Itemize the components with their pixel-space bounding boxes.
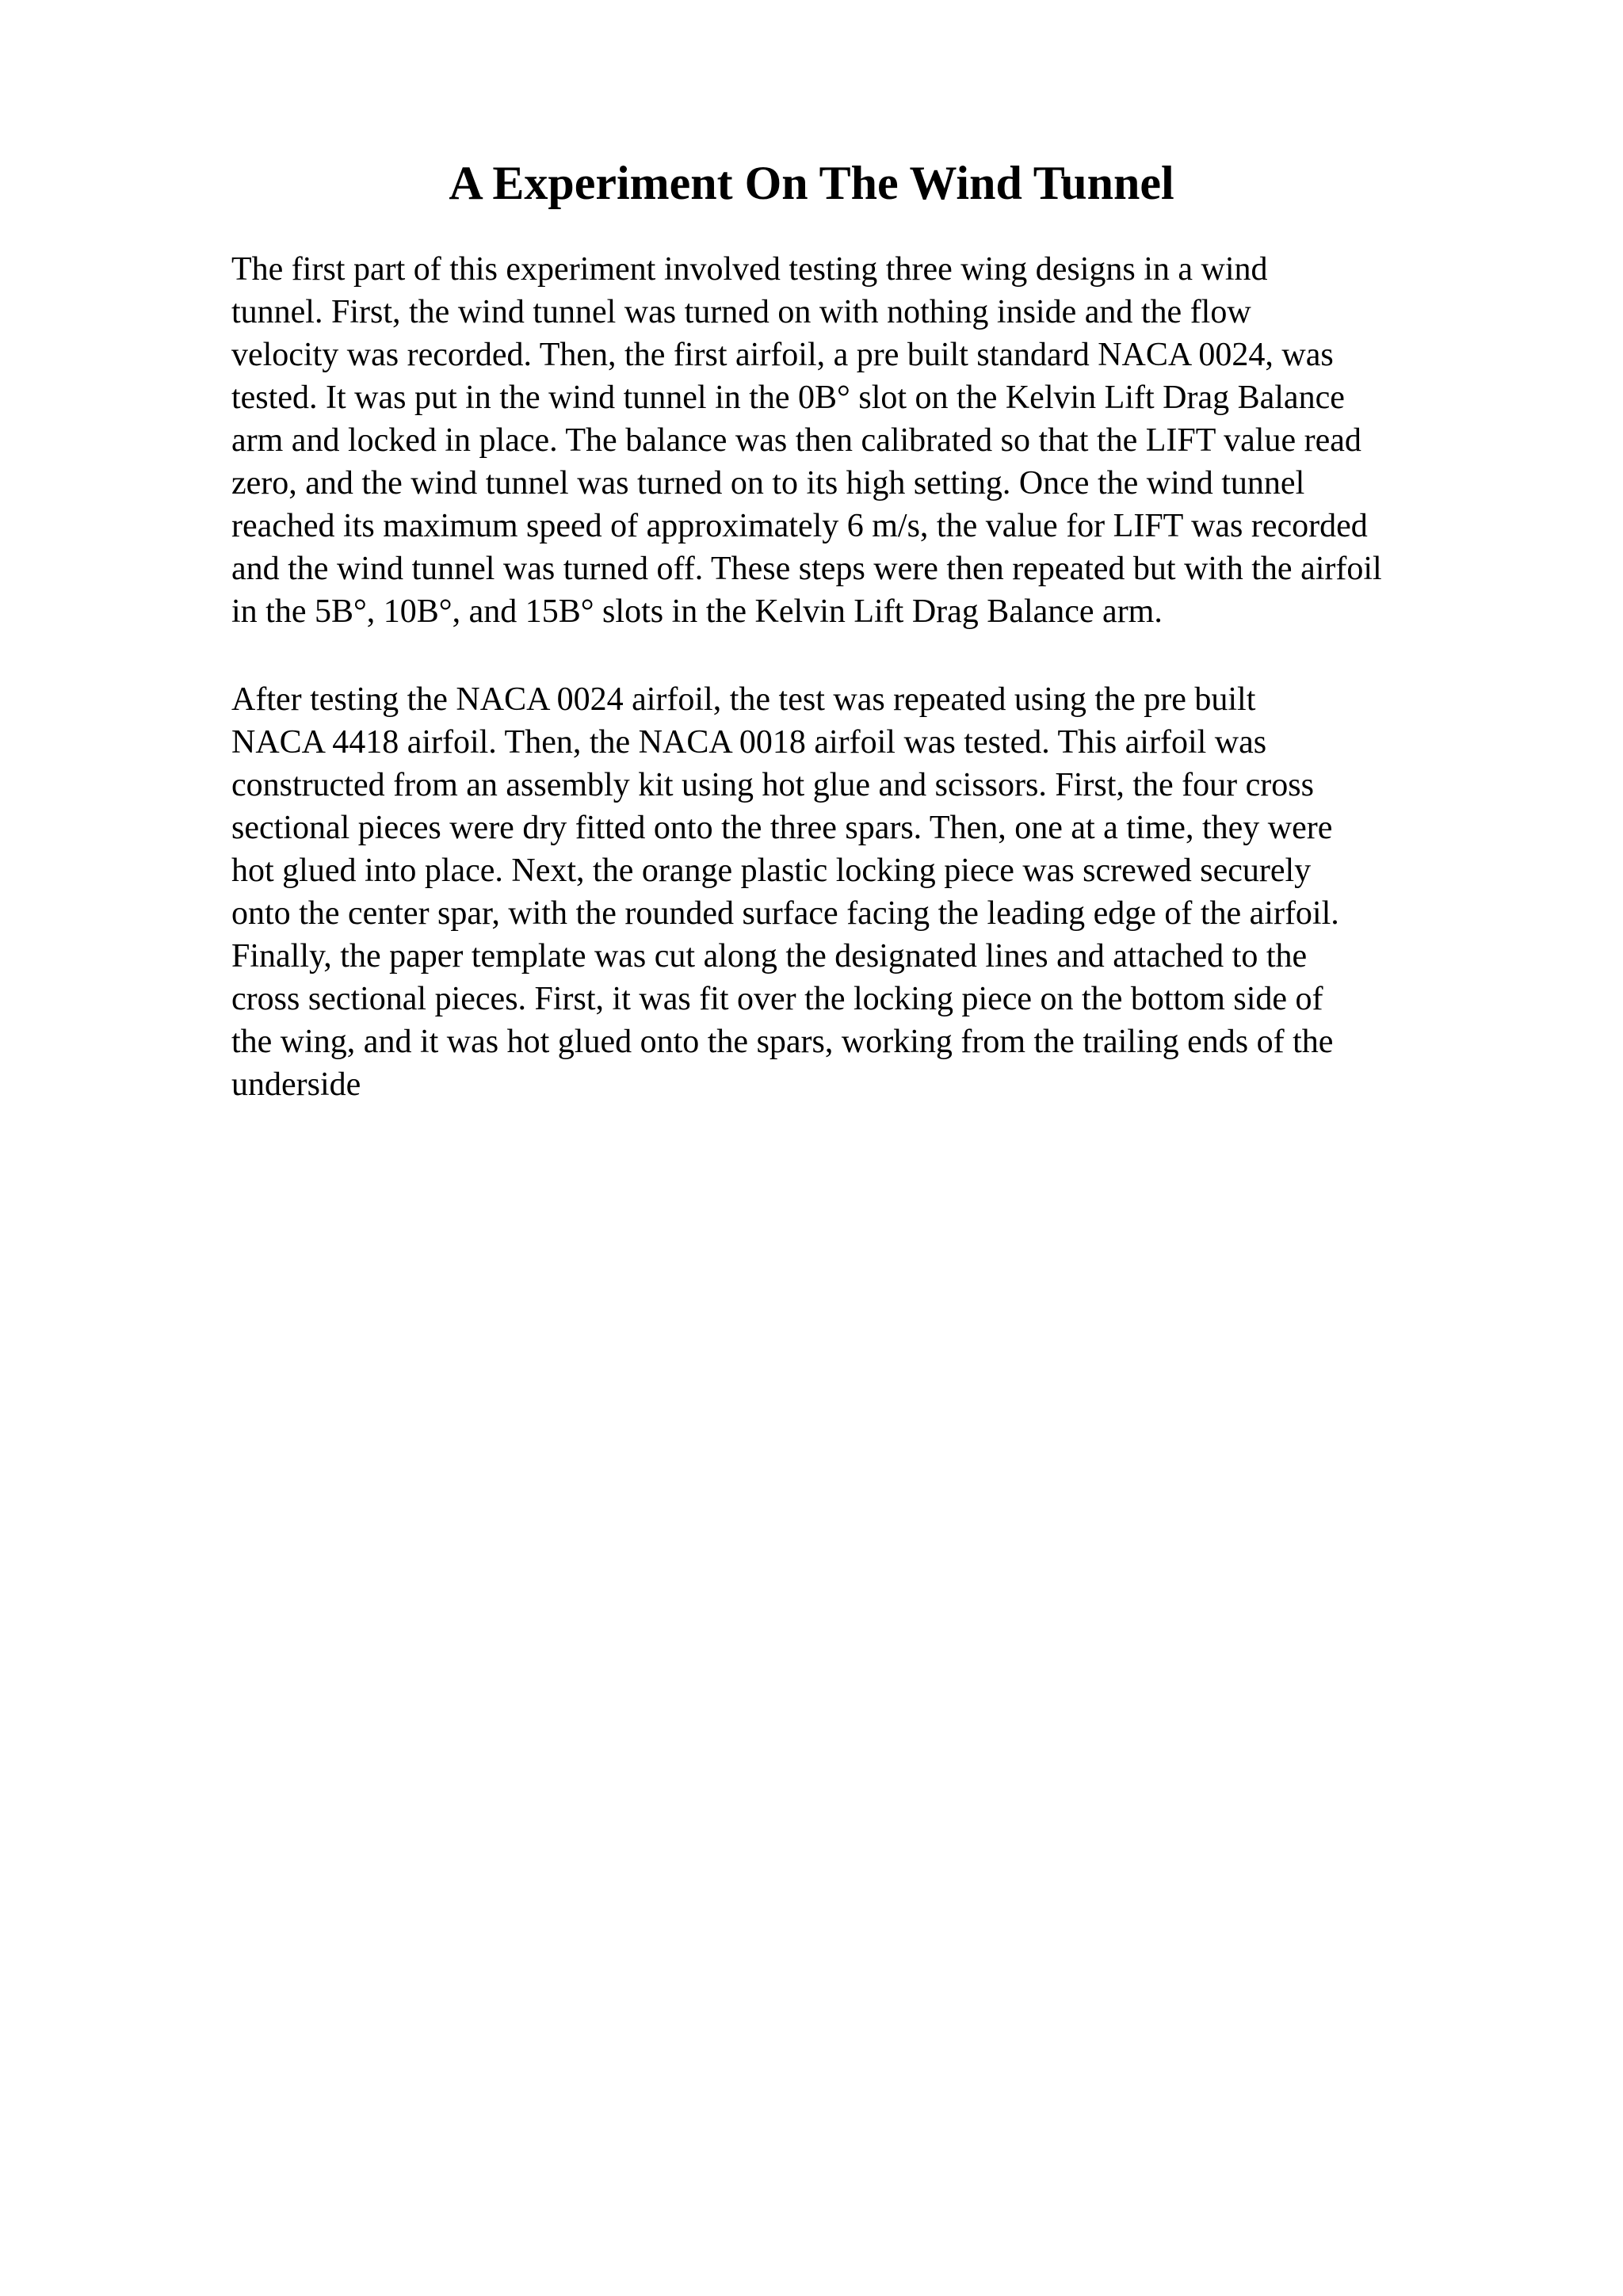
paragraph-line: After testing the NACA 0024 airfoil, the test was repeated using the pre built: [231, 681, 1256, 718]
document-title: A Experiment On The Wind Tunnel: [449, 157, 1174, 209]
paragraph-line: and the wind tunnel was turned off. These steps were then repeated but with the airfoil: [231, 551, 1382, 587]
paragraph-line: cross sectional pieces. First, it was fit over the locking piece on the bottom side of: [231, 981, 1323, 1017]
paragraph-line: arm and locked in place. The balance was then calibrated so that the LIFT value read: [231, 422, 1361, 459]
paragraph-line: zero, and the wind tunnel was turned on to its high setting. Once the wind tunnel: [231, 465, 1305, 502]
paragraph-2: [231, 678, 1547, 1106]
paragraph-line: NACA 4418 airfoil. Then, the NACA 0018 airfoil was tested. This airfoil was: [231, 724, 1267, 761]
paragraph-line: Finally, the paper template was cut along the designated lines and attached to the: [231, 938, 1308, 974]
paragraph-line: constructed from an assembly kit using hot glue and scissors. First, the four cross: [231, 767, 1314, 803]
paragraph-line: the wing, and it was hot glued onto the spars, working from the trailing ends of the: [231, 1024, 1334, 1060]
paragraph-line: The first part of this experiment involved testing three wing designs in a wind: [231, 251, 1268, 288]
paragraph-line: reached its maximum speed of approximately 6 m/s, the value for LIFT was recorded: [231, 508, 1368, 544]
paragraph-line: hot glued into place. Next, the orange plastic locking piece was screwed securely: [231, 852, 1312, 889]
paragraph-line: tunnel. First, the wind tunnel was turned on with nothing inside and the flow: [231, 294, 1251, 330]
paragraph-line: sectional pieces were dry fitted onto the three spars. Then, one at a time, they were: [231, 810, 1333, 846]
paragraph-line: in the 5B°, 10B°, and 15B° slots in the Kelvin Lift Drag Balance arm.: [231, 593, 1163, 630]
paragraph-1: [231, 248, 1547, 633]
paragraph-line: velocity was recorded. Then, the first airfoil, a pre built standard NACA 0024, was: [231, 337, 1334, 373]
paragraph-line: underside: [231, 1066, 361, 1103]
paragraph-line: tested. It was put in the wind tunnel in the 0B° slot on the Kelvin Lift Drag Balance: [231, 379, 1345, 416]
paragraph-line: onto the center spar, with the rounded surface facing the leading edge of the airfoil.: [231, 895, 1339, 932]
